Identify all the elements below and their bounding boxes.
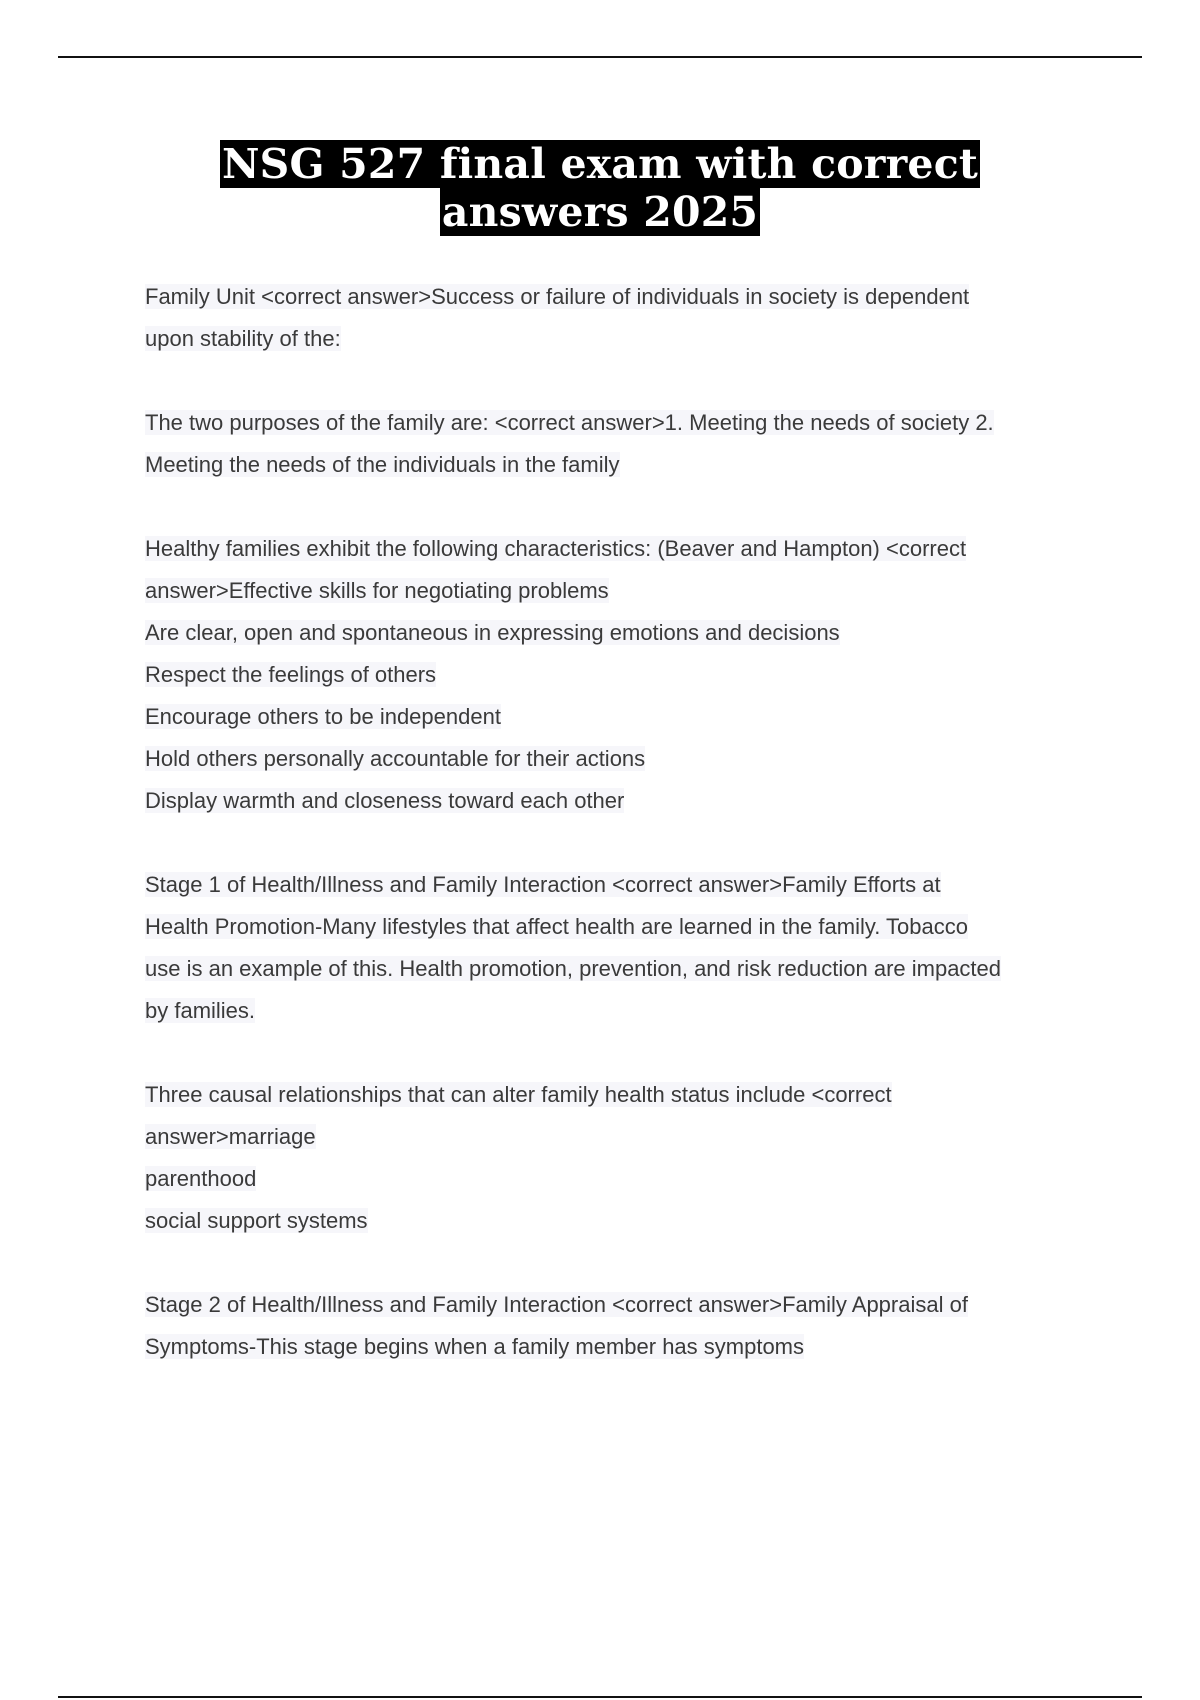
qa-line xyxy=(145,990,1095,1032)
qa-line-text: Meeting the needs of the individuals in the family xyxy=(145,452,620,477)
qa-line-text: answer>marriage xyxy=(145,1124,316,1149)
qa-line xyxy=(145,1158,1095,1200)
qa-line xyxy=(145,318,1095,360)
qa-line xyxy=(145,402,1095,444)
bottom-rule xyxy=(58,1696,1142,1698)
qa-line xyxy=(145,696,1095,738)
qa-line xyxy=(145,612,1095,654)
qa-line-text: Hold others personally accountable for their actions xyxy=(145,746,646,771)
qa-line xyxy=(145,528,1095,570)
qa-line-text: Encourage others to be independent xyxy=(145,704,501,729)
qa-entry xyxy=(145,864,1095,1032)
qa-line-text: Are clear, open and spontaneous in expressing emotions and decisions xyxy=(145,620,840,645)
title-line-2: answers 2025 xyxy=(441,188,759,236)
qa-line-text: Symptoms-This stage begins when a family member has symptoms xyxy=(145,1334,805,1359)
top-rule xyxy=(58,56,1142,58)
qa-line-text: Healthy families exhibit the following characteristics: (Beaver and Hampton) <correct xyxy=(145,536,967,561)
document-title xyxy=(0,140,1200,236)
qa-line-text: The two purposes of the family are: <correct answer>1. Meeting the needs of society 2. xyxy=(145,410,994,435)
qa-line xyxy=(145,780,1095,822)
qa-line-text: Family Unit <correct answer>Success or failure of individuals in society is dependent xyxy=(145,284,970,309)
qa-line-text: Stage 2 of Health/Illness and Family Interaction <correct answer>Family Appraisal of xyxy=(145,1292,968,1317)
qa-line xyxy=(145,1200,1095,1242)
qa-line-text: Three causal relationships that can alter family health status include <correct xyxy=(145,1082,892,1107)
qa-entry xyxy=(145,1074,1095,1242)
qa-entry xyxy=(145,1284,1095,1368)
qa-line-text: answer>Effective skills for negotiating problems xyxy=(145,578,609,603)
qa-line xyxy=(145,1326,1095,1368)
qa-line xyxy=(145,948,1095,990)
qa-line-text: Respect the feelings of others xyxy=(145,662,437,687)
qa-line-text: Health Promotion-Many lifestyles that affect health are learned in the family. Tobacco xyxy=(145,914,968,939)
qa-line xyxy=(145,654,1095,696)
qa-line-text: parenthood xyxy=(145,1166,257,1191)
title-line-1: NSG 527 final exam with correct xyxy=(221,140,978,188)
qa-line xyxy=(145,864,1095,906)
qa-line xyxy=(145,1074,1095,1116)
qa-entry xyxy=(145,528,1095,822)
qa-line-text: upon stability of the: xyxy=(145,326,341,351)
qa-line-text: Display warmth and closeness toward each other xyxy=(145,788,625,813)
qa-line-text: social support systems xyxy=(145,1208,368,1233)
qa-line xyxy=(145,570,1095,612)
qa-line xyxy=(145,1116,1095,1158)
qa-line-text: use is an example of this. Health promotion, prevention, and risk reduction are impacted xyxy=(145,956,1002,981)
qa-line-text: Stage 1 of Health/Illness and Family Interaction <correct answer>Family Efforts at xyxy=(145,872,941,897)
qa-line xyxy=(145,444,1095,486)
qa-line xyxy=(145,906,1095,948)
document-body xyxy=(145,276,1095,1410)
qa-line-text: by families. xyxy=(145,998,256,1023)
qa-line xyxy=(145,1284,1095,1326)
qa-entry xyxy=(145,276,1095,360)
qa-line xyxy=(145,738,1095,780)
qa-entry xyxy=(145,402,1095,486)
qa-line xyxy=(145,276,1095,318)
